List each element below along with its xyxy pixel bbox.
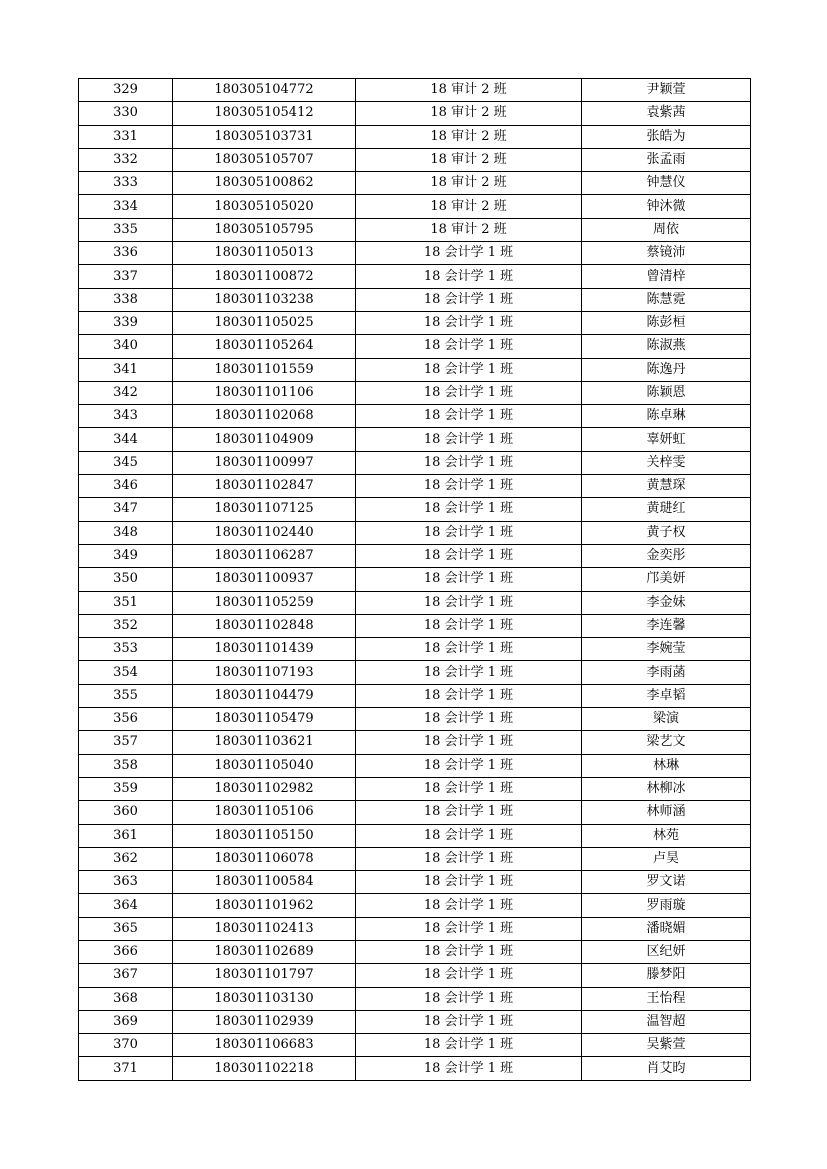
class-name-cell: 18 会计学 1 班	[356, 288, 582, 311]
row-number-cell: 369	[79, 1010, 173, 1033]
student-name-cell: 张皓为	[582, 125, 751, 148]
table-row	[79, 544, 751, 567]
class-name-cell: 18 审计 2 班	[356, 218, 582, 241]
table-row	[79, 265, 751, 288]
student-name-cell: 陈卓琳	[582, 405, 751, 428]
table-row	[79, 195, 751, 218]
student-id-cell: 180301102068	[173, 405, 356, 428]
student-name-cell: 陈颖恩	[582, 381, 751, 404]
class-name-cell: 18 会计学 1 班	[356, 871, 582, 894]
student-name-cell: 陈逸丹	[582, 358, 751, 381]
row-number-cell: 347	[79, 498, 173, 521]
student-name-cell: 李连馨	[582, 614, 751, 637]
student-name-cell: 邝美妍	[582, 568, 751, 591]
student-name-cell: 罗雨璇	[582, 894, 751, 917]
class-name-cell: 18 审计 2 班	[356, 102, 582, 125]
student-name-cell: 李雨菡	[582, 661, 751, 684]
row-number-cell: 333	[79, 172, 173, 195]
class-name-cell: 18 会计学 1 班	[356, 824, 582, 847]
student-id-cell: 180301104909	[173, 428, 356, 451]
row-number-cell: 341	[79, 358, 173, 381]
table-row	[79, 428, 751, 451]
student-name-cell: 罗文诺	[582, 871, 751, 894]
row-number-cell: 340	[79, 335, 173, 358]
student-id-cell: 180301102848	[173, 614, 356, 637]
student-name-cell: 梁演	[582, 708, 751, 731]
student-id-cell: 180301105479	[173, 708, 356, 731]
row-number-cell: 371	[79, 1057, 173, 1080]
row-number-cell: 349	[79, 544, 173, 567]
table-row	[79, 498, 751, 521]
student-id-cell: 180301105259	[173, 591, 356, 614]
row-number-cell: 352	[79, 614, 173, 637]
class-name-cell: 18 会计学 1 班	[356, 777, 582, 800]
student-id-cell: 180301103130	[173, 987, 356, 1010]
class-name-cell: 18 审计 2 班	[356, 125, 582, 148]
table-row	[79, 335, 751, 358]
row-number-cell: 356	[79, 708, 173, 731]
student-name-cell: 钟沐微	[582, 195, 751, 218]
class-name-cell: 18 审计 2 班	[356, 79, 582, 102]
row-number-cell: 354	[79, 661, 173, 684]
student-id-cell: 180301102413	[173, 917, 356, 940]
table-row	[79, 1057, 751, 1080]
class-name-cell: 18 会计学 1 班	[356, 894, 582, 917]
student-id-cell: 180301100937	[173, 568, 356, 591]
student-id-cell: 180301106287	[173, 544, 356, 567]
student-id-cell: 180301100997	[173, 451, 356, 474]
table-row	[79, 79, 751, 102]
class-name-cell: 18 会计学 1 班	[356, 405, 582, 428]
student-name-cell: 蔡镜沛	[582, 242, 751, 265]
table-row	[79, 102, 751, 125]
row-number-cell: 364	[79, 894, 173, 917]
student-name-cell: 李婉莹	[582, 638, 751, 661]
student-roster-table	[78, 78, 751, 1081]
student-id-cell: 180301107193	[173, 661, 356, 684]
row-number-cell: 362	[79, 847, 173, 870]
student-name-cell: 卢昊	[582, 847, 751, 870]
class-name-cell: 18 会计学 1 班	[356, 731, 582, 754]
table-row	[79, 871, 751, 894]
student-name-cell: 尹颖萱	[582, 79, 751, 102]
roster-body	[79, 79, 751, 1081]
row-number-cell: 331	[79, 125, 173, 148]
student-name-cell: 钟慧仪	[582, 172, 751, 195]
class-name-cell: 18 会计学 1 班	[356, 242, 582, 265]
student-name-cell: 袁紫茜	[582, 102, 751, 125]
student-name-cell: 陈慧霓	[582, 288, 751, 311]
table-row	[79, 754, 751, 777]
table-row	[79, 940, 751, 963]
student-id-cell: 180301105150	[173, 824, 356, 847]
class-name-cell: 18 会计学 1 班	[356, 1057, 582, 1080]
student-name-cell: 林苑	[582, 824, 751, 847]
student-id-cell: 180301105013	[173, 242, 356, 265]
student-name-cell: 林琳	[582, 754, 751, 777]
student-id-cell: 180301105264	[173, 335, 356, 358]
table-row	[79, 242, 751, 265]
row-number-cell: 346	[79, 475, 173, 498]
student-id-cell: 180301102689	[173, 940, 356, 963]
class-name-cell: 18 会计学 1 班	[356, 451, 582, 474]
class-name-cell: 18 会计学 1 班	[356, 311, 582, 334]
class-name-cell: 18 会计学 1 班	[356, 544, 582, 567]
table-row	[79, 987, 751, 1010]
class-name-cell: 18 会计学 1 班	[356, 591, 582, 614]
table-row	[79, 381, 751, 404]
class-name-cell: 18 会计学 1 班	[356, 661, 582, 684]
table-row	[79, 358, 751, 381]
table-row	[79, 568, 751, 591]
table-row	[79, 1034, 751, 1057]
class-name-cell: 18 会计学 1 班	[356, 847, 582, 870]
student-name-cell: 关梓雯	[582, 451, 751, 474]
row-number-cell: 365	[79, 917, 173, 940]
student-id-cell: 180301100872	[173, 265, 356, 288]
student-name-cell: 陈淑燕	[582, 335, 751, 358]
row-number-cell: 350	[79, 568, 173, 591]
table-row	[79, 894, 751, 917]
class-name-cell: 18 会计学 1 班	[356, 917, 582, 940]
student-id-cell: 180301102440	[173, 521, 356, 544]
table-row	[79, 801, 751, 824]
class-name-cell: 18 会计学 1 班	[356, 987, 582, 1010]
row-number-cell: 332	[79, 148, 173, 171]
student-id-cell: 180301106683	[173, 1034, 356, 1057]
row-number-cell: 348	[79, 521, 173, 544]
row-number-cell: 358	[79, 754, 173, 777]
student-name-cell: 辜妍虹	[582, 428, 751, 451]
row-number-cell: 361	[79, 824, 173, 847]
class-name-cell: 18 会计学 1 班	[356, 684, 582, 707]
row-number-cell: 353	[79, 638, 173, 661]
table-row	[79, 917, 751, 940]
student-id-cell: 180301102218	[173, 1057, 356, 1080]
class-name-cell: 18 审计 2 班	[356, 148, 582, 171]
student-name-cell: 王怡程	[582, 987, 751, 1010]
student-name-cell: 周依	[582, 218, 751, 241]
row-number-cell: 367	[79, 964, 173, 987]
student-id-cell: 180305105020	[173, 195, 356, 218]
row-number-cell: 359	[79, 777, 173, 800]
class-name-cell: 18 会计学 1 班	[356, 964, 582, 987]
row-number-cell: 329	[79, 79, 173, 102]
table-row	[79, 451, 751, 474]
student-id-cell: 180301102847	[173, 475, 356, 498]
class-name-cell: 18 会计学 1 班	[356, 521, 582, 544]
class-name-cell: 18 审计 2 班	[356, 195, 582, 218]
student-name-cell: 吴紫萱	[582, 1034, 751, 1057]
class-name-cell: 18 会计学 1 班	[356, 475, 582, 498]
student-id-cell: 180305105412	[173, 102, 356, 125]
student-id-cell: 180301105025	[173, 311, 356, 334]
row-number-cell: 342	[79, 381, 173, 404]
student-name-cell: 黄琎红	[582, 498, 751, 521]
class-name-cell: 18 会计学 1 班	[356, 754, 582, 777]
row-number-cell: 335	[79, 218, 173, 241]
table-row	[79, 521, 751, 544]
class-name-cell: 18 会计学 1 班	[356, 638, 582, 661]
table-row	[79, 731, 751, 754]
row-number-cell: 357	[79, 731, 173, 754]
row-number-cell: 330	[79, 102, 173, 125]
student-id-cell: 180301107125	[173, 498, 356, 521]
student-name-cell: 区纪妍	[582, 940, 751, 963]
class-name-cell: 18 审计 2 班	[356, 172, 582, 195]
row-number-cell: 345	[79, 451, 173, 474]
row-number-cell: 366	[79, 940, 173, 963]
student-id-cell: 180305100862	[173, 172, 356, 195]
row-number-cell: 368	[79, 987, 173, 1010]
student-id-cell: 180301101962	[173, 894, 356, 917]
class-name-cell: 18 会计学 1 班	[356, 335, 582, 358]
row-number-cell: 370	[79, 1034, 173, 1057]
student-id-cell: 180301101439	[173, 638, 356, 661]
student-name-cell: 曾清梓	[582, 265, 751, 288]
student-id-cell: 180305103731	[173, 125, 356, 148]
table-row	[79, 824, 751, 847]
student-id-cell: 180301101106	[173, 381, 356, 404]
row-number-cell: 344	[79, 428, 173, 451]
student-id-cell: 180301106078	[173, 847, 356, 870]
row-number-cell: 334	[79, 195, 173, 218]
student-id-cell: 180301101797	[173, 964, 356, 987]
student-id-cell: 180301102939	[173, 1010, 356, 1033]
row-number-cell: 336	[79, 242, 173, 265]
class-name-cell: 18 会计学 1 班	[356, 498, 582, 521]
student-id-cell: 180301104479	[173, 684, 356, 707]
table-row	[79, 172, 751, 195]
table-row	[79, 148, 751, 171]
student-id-cell: 180305104772	[173, 79, 356, 102]
class-name-cell: 18 会计学 1 班	[356, 614, 582, 637]
student-name-cell: 温智超	[582, 1010, 751, 1033]
student-name-cell: 肖艾昀	[582, 1057, 751, 1080]
table-row	[79, 475, 751, 498]
student-id-cell: 180301103238	[173, 288, 356, 311]
student-id-cell: 180305105795	[173, 218, 356, 241]
student-id-cell: 180301105106	[173, 801, 356, 824]
table-row	[79, 638, 751, 661]
class-name-cell: 18 会计学 1 班	[356, 358, 582, 381]
student-name-cell: 滕梦阳	[582, 964, 751, 987]
row-number-cell: 360	[79, 801, 173, 824]
table-row	[79, 1010, 751, 1033]
student-name-cell: 林师涵	[582, 801, 751, 824]
row-number-cell: 338	[79, 288, 173, 311]
table-row	[79, 661, 751, 684]
table-row	[79, 614, 751, 637]
class-name-cell: 18 会计学 1 班	[356, 1034, 582, 1057]
class-name-cell: 18 会计学 1 班	[356, 428, 582, 451]
row-number-cell: 339	[79, 311, 173, 334]
row-number-cell: 337	[79, 265, 173, 288]
table-row	[79, 684, 751, 707]
student-id-cell: 180301103621	[173, 731, 356, 754]
student-name-cell: 李金妹	[582, 591, 751, 614]
table-row	[79, 288, 751, 311]
class-name-cell: 18 会计学 1 班	[356, 265, 582, 288]
table-row	[79, 708, 751, 731]
row-number-cell: 363	[79, 871, 173, 894]
table-row	[79, 218, 751, 241]
class-name-cell: 18 会计学 1 班	[356, 568, 582, 591]
student-name-cell: 黄子权	[582, 521, 751, 544]
student-name-cell: 潘晓媚	[582, 917, 751, 940]
student-id-cell: 180301105040	[173, 754, 356, 777]
class-name-cell: 18 会计学 1 班	[356, 708, 582, 731]
class-name-cell: 18 会计学 1 班	[356, 381, 582, 404]
student-id-cell: 180301101559	[173, 358, 356, 381]
student-name-cell: 林柳冰	[582, 777, 751, 800]
student-name-cell: 李卓韬	[582, 684, 751, 707]
table-row	[79, 125, 751, 148]
row-number-cell: 351	[79, 591, 173, 614]
table-row	[79, 964, 751, 987]
student-id-cell: 180305105707	[173, 148, 356, 171]
row-number-cell: 355	[79, 684, 173, 707]
row-number-cell: 343	[79, 405, 173, 428]
table-row	[79, 847, 751, 870]
student-name-cell: 金奕彤	[582, 544, 751, 567]
student-id-cell: 180301100584	[173, 871, 356, 894]
student-name-cell: 陈彭桓	[582, 311, 751, 334]
table-row	[79, 777, 751, 800]
class-name-cell: 18 会计学 1 班	[356, 940, 582, 963]
student-name-cell: 梁艺文	[582, 731, 751, 754]
student-id-cell: 180301102982	[173, 777, 356, 800]
table-row	[79, 405, 751, 428]
table-row	[79, 591, 751, 614]
class-name-cell: 18 会计学 1 班	[356, 801, 582, 824]
table-row	[79, 311, 751, 334]
class-name-cell: 18 会计学 1 班	[356, 1010, 582, 1033]
student-name-cell: 张孟雨	[582, 148, 751, 171]
student-name-cell: 黄慧琛	[582, 475, 751, 498]
